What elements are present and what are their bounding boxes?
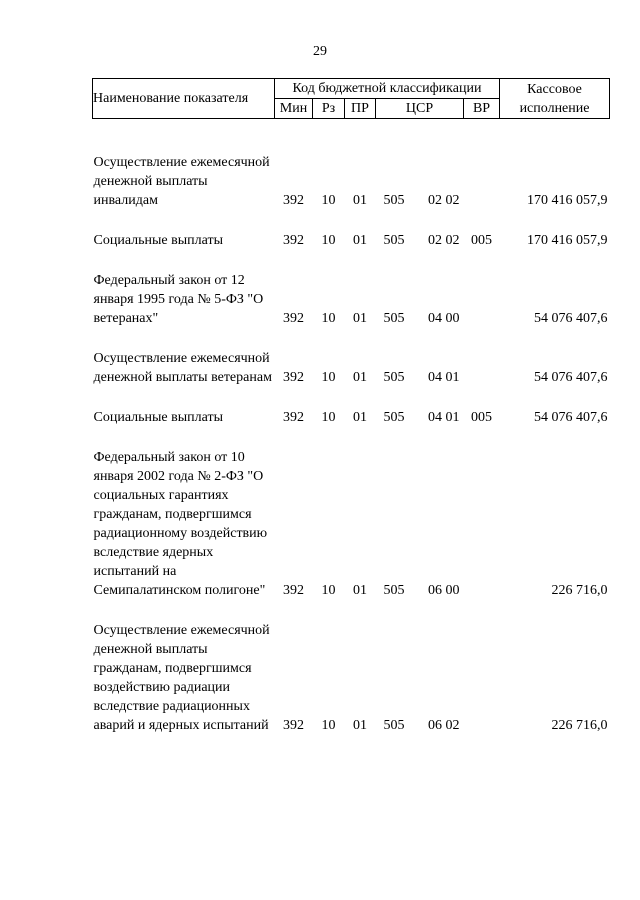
row-rz: 10 [321, 583, 336, 598]
header-col-pr: ПР [345, 99, 376, 119]
row-amount: 226 716,0 [551, 583, 608, 598]
row-min: 392 [283, 583, 304, 598]
row-rz: 10 [321, 233, 336, 248]
row-min: 392 [283, 311, 304, 326]
row-csr-b: 06 02 [428, 718, 460, 733]
row-csr [376, 621, 464, 735]
row-amount: 54 076 407,6 [534, 410, 608, 425]
row-csr-b: 02 02 [428, 193, 460, 208]
row-csr [376, 153, 464, 210]
row-min: 392 [283, 193, 304, 208]
row-pr: 01 [353, 718, 367, 733]
header-col-vr: ВР [464, 99, 500, 119]
table-row [93, 349, 610, 387]
table-row [93, 448, 610, 600]
row-name: Федеральный закон от 10 января 2002 года № 2-ФЗ "О социальных гарантиях гражданам, подвергшимся радиационному воздействию вследствие ядерных испытаний на Семипалатинском полигоне" [93, 450, 268, 598]
table-row [93, 271, 610, 328]
table-row [93, 153, 610, 210]
header-code-group: Код бюджетной классификации [275, 79, 500, 99]
row-pr: 01 [353, 233, 367, 248]
row-csr [376, 349, 464, 387]
header-name: Наименование показателя [93, 79, 275, 119]
row-csr-b: 04 00 [428, 311, 460, 326]
row-amount: 54 076 407,6 [534, 311, 608, 326]
page-number: 29 [313, 44, 327, 59]
budget-table [92, 78, 610, 735]
table-row [93, 231, 610, 250]
row-rz: 10 [321, 193, 336, 208]
row-name: Социальные выплаты [93, 410, 224, 425]
row-pr: 01 [353, 370, 367, 385]
row-rz: 10 [321, 311, 336, 326]
row-min: 392 [283, 370, 304, 385]
row-pr: 01 [353, 193, 367, 208]
row-csr [376, 448, 464, 600]
row-csr-a: 505 [383, 311, 405, 326]
header-execution: Кассовое исполнение [500, 79, 610, 119]
row-csr [376, 408, 464, 427]
row-vr [464, 621, 500, 735]
row-vr: 005 [471, 233, 492, 248]
row-vr [464, 271, 500, 328]
row-pr: 01 [353, 311, 367, 326]
row-name: Социальные выплаты [93, 233, 224, 248]
row-min: 392 [283, 410, 304, 425]
row-min: 392 [283, 718, 304, 733]
row-csr-a: 505 [383, 370, 405, 385]
row-vr [464, 448, 500, 600]
row-csr [376, 271, 464, 328]
row-vr [464, 349, 500, 387]
row-amount: 170 416 057,9 [527, 193, 608, 208]
row-csr-b: 04 01 [428, 370, 460, 385]
row-name: Осуществление ежемесячной денежной выплаты инвалидам [93, 155, 270, 208]
row-csr-a: 505 [383, 410, 405, 425]
row-name: Осуществление ежемесячной денежной выплаты ветеранам [93, 351, 272, 385]
header-col-rz: Рз [313, 99, 345, 119]
row-csr-a: 505 [383, 583, 405, 598]
row-amount: 170 416 057,9 [527, 233, 608, 248]
row-csr-a: 505 [383, 233, 405, 248]
table-row [93, 408, 610, 427]
header-col-min: Мин [275, 99, 313, 119]
row-csr-b: 06 00 [428, 583, 460, 598]
row-min: 392 [283, 233, 304, 248]
row-csr-a: 505 [383, 718, 405, 733]
row-amount: 54 076 407,6 [534, 370, 608, 385]
row-pr: 01 [353, 583, 367, 598]
row-csr-b: 04 01 [428, 410, 460, 425]
row-name: Федеральный закон от 12 января 1995 года № 5-ФЗ "О ветеранах" [93, 273, 264, 326]
row-pr: 01 [353, 410, 367, 425]
row-rz: 10 [321, 410, 336, 425]
row-amount: 226 716,0 [551, 718, 608, 733]
row-csr-a: 505 [383, 193, 405, 208]
row-vr [464, 153, 500, 210]
table-row [93, 621, 610, 735]
row-rz: 10 [321, 718, 336, 733]
row-csr-b: 02 02 [428, 233, 460, 248]
header-col-csr: ЦСР [376, 99, 464, 119]
row-rz: 10 [321, 370, 336, 385]
table-header [93, 79, 610, 119]
row-name: Осуществление ежемесячной денежной выплаты гражданам, подвергшимся воздействию радиации вследствие радиационных аварий и ядерных испытаний [93, 623, 270, 733]
row-vr: 005 [471, 410, 492, 425]
row-csr [376, 231, 464, 250]
